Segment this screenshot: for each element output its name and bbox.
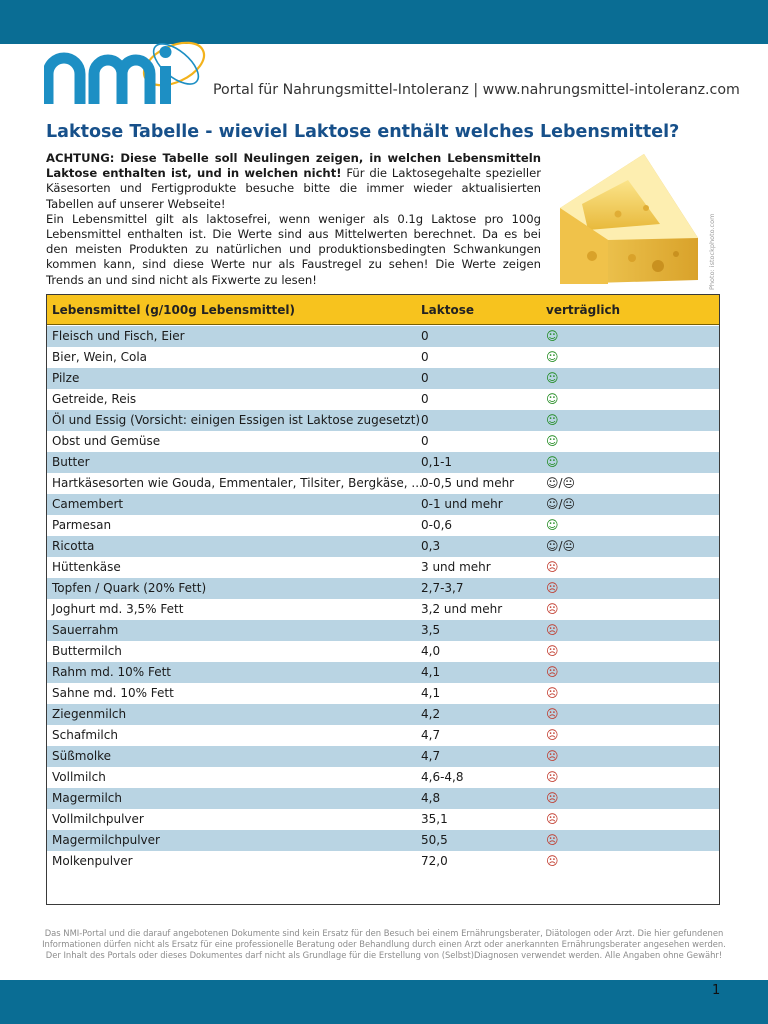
food-cell: Topfen / Quark (20% Fett) [52, 581, 207, 595]
lactose-cell: 4,0 [421, 644, 441, 658]
food-cell: Pilze [52, 371, 80, 385]
food-cell: Getreide, Reis [52, 392, 137, 406]
intro-warning: ACHTUNG: Diese Tabelle soll Neulingen zeigen, in welchen Lebensmitteln Laktose enthalten ist, und in welchen nicht! [46, 151, 541, 181]
sad-face-icon: ☹ [546, 791, 559, 805]
food-cell: Ricotta [52, 539, 95, 553]
lactose-cell: 0 [421, 329, 429, 343]
smile-face-icon: ☺ [546, 455, 559, 469]
table-row [47, 578, 719, 599]
table-row [47, 725, 719, 746]
smile-neutral-icon: ☺/😐 [546, 539, 576, 553]
food-cell: Vollmilchpulver [52, 812, 144, 826]
smile-face-icon: ☺ [546, 371, 559, 385]
sad-face-icon: ☹ [546, 707, 559, 721]
lactose-table [46, 294, 720, 905]
smile-face-icon: ☺ [546, 413, 559, 427]
lactose-cell: 4,1 [421, 665, 441, 679]
lactose-cell: 0,1-1 [421, 455, 453, 469]
table-row [47, 641, 719, 662]
lactose-cell: 0-1 und mehr [421, 497, 503, 511]
lactose-cell: 3,2 und mehr [421, 602, 503, 616]
lactose-cell: 0,3 [421, 539, 441, 553]
table-row [47, 536, 719, 557]
image-credit: Photo: istockphoto.com [708, 213, 716, 290]
lactose-cell: 0 [421, 434, 429, 448]
smile-face-icon: ☺ [546, 392, 559, 406]
smile-neutral-icon: ☺/😐 [546, 476, 576, 490]
food-cell: Camembert [52, 497, 124, 511]
intro-paragraph-2: Ein Lebensmittel gilt als laktosefrei, wenn weniger als 0.1g Laktose pro 100g Lebensmittel enthalten ist. Die Werte sind aus Mittelwerten berechnet. Da es bei den meisten Produkten zu natürlichen und produktionsbedingten Schwankungen kommen kann, sind diese Werte nur als Faustregel zu sehen! Die Werte zeigen Trends an und sind nicht als Fixwerte zu lesen! [46, 211, 541, 287]
table-row [47, 431, 719, 452]
table-row [47, 662, 719, 683]
lactose-cell: 4,1 [421, 686, 441, 700]
food-cell: Butter [52, 455, 90, 469]
table-row [47, 620, 719, 641]
table-row [47, 347, 719, 368]
lactose-cell: 2,7-3,7 [421, 581, 464, 595]
table-row [47, 704, 719, 725]
lactose-cell: 4,7 [421, 749, 441, 763]
sad-face-icon: ☹ [546, 770, 559, 784]
table-row [47, 767, 719, 788]
lactose-cell: 35,1 [421, 812, 448, 826]
food-cell: Molkenpulver [52, 854, 133, 868]
lactose-cell: 0-0,6 [421, 518, 453, 532]
table-header [47, 295, 719, 325]
lactose-cell: 0 [421, 392, 429, 406]
food-cell: Süßmolke [52, 749, 112, 763]
table-row [47, 830, 719, 851]
sad-face-icon: ☹ [546, 560, 559, 574]
smile-neutral-icon: ☺/😐 [546, 497, 576, 511]
table-row [47, 515, 719, 536]
food-cell: Öl und Essig (Vorsicht: einigen Essigen ist Laktose zugesetzt) [52, 413, 421, 427]
table-row [47, 788, 719, 809]
lactose-cell: 4,6-4,8 [421, 770, 464, 784]
table-row [47, 326, 719, 347]
table-row [47, 473, 719, 494]
table-row [47, 746, 719, 767]
table-row [47, 683, 719, 704]
sad-face-icon: ☹ [546, 665, 559, 679]
food-cell: Joghurt md. 3,5% Fett [52, 602, 184, 616]
sad-face-icon: ☹ [546, 602, 559, 616]
food-cell: Parmesan [52, 518, 112, 532]
table-row [47, 452, 719, 473]
sad-face-icon: ☹ [546, 854, 559, 868]
table-row [47, 809, 719, 830]
smile-face-icon: ☺ [546, 434, 559, 448]
lactose-cell: 3 und mehr [421, 560, 491, 574]
disclaimer-footer: Das NMI-Portal und die darauf angebotenen Dokumente sind kein Ersatz für den Besuch bei einem Ernährungsberater, Diätologen oder Arzt. Die hier gefundenen Informationen dürfen nicht als Ersatz für eine professionelle Beratung oder Behandlung durch einen Arzt oder anerkannten Ernährungsberater angesehen werden. Der Inhalt des Portals oder dieses Dokumentes darf nicht als Grundlage für die Erstellung von (Selbst)Diagnosen verwendet werden. Alle Angaben ohne Gewähr! [42, 928, 726, 960]
lactose-cell: 50,5 [421, 833, 448, 847]
table-row [47, 410, 719, 431]
food-cell: Magermilchpulver [52, 833, 160, 847]
header-food: Lebensmittel (g/100g Lebensmittel) [52, 303, 296, 317]
food-cell: Buttermilch [52, 644, 122, 658]
table-row [47, 851, 719, 872]
smile-face-icon: ☺ [546, 518, 559, 532]
lactose-cell: 0 [421, 413, 429, 427]
lactose-cell: 3,5 [421, 623, 441, 637]
sad-face-icon: ☹ [546, 623, 559, 637]
nmi-logo [44, 30, 214, 112]
sad-face-icon: ☹ [546, 728, 559, 742]
food-cell: Sahne md. 10% Fett [52, 686, 174, 700]
lactose-cell: 4,7 [421, 728, 441, 742]
food-cell: Rahm md. 10% Fett [52, 665, 171, 679]
lactose-cell: 4,8 [421, 791, 441, 805]
sad-face-icon: ☹ [546, 812, 559, 826]
cheese-image [548, 146, 700, 292]
lactose-cell: 4,2 [421, 707, 441, 721]
header-lactose: Laktose [421, 303, 474, 317]
table-row [47, 368, 719, 389]
lactose-cell: 72,0 [421, 854, 448, 868]
sad-face-icon: ☹ [546, 581, 559, 595]
food-cell: Hüttenkäse [52, 560, 121, 574]
food-cell: Fleisch und Fisch, Eier [52, 329, 185, 343]
portal-tagline: Portal für Nahrungsmittel-Intoleranz | www.nahrungsmittel-intoleranz.com [213, 82, 740, 98]
sad-face-icon: ☹ [546, 644, 559, 658]
sad-face-icon: ☹ [546, 749, 559, 763]
lactose-cell: 0 [421, 350, 429, 364]
food-cell: Sauerrahm [52, 623, 119, 637]
page-number: 1 [712, 983, 721, 998]
page-title: Laktose Tabelle - wieviel Laktose enthält welches Lebensmittel? [46, 122, 680, 142]
sad-face-icon: ☹ [546, 686, 559, 700]
smile-face-icon: ☺ [546, 350, 559, 364]
bottom-bar [0, 980, 768, 1024]
lactose-cell: 0 [421, 371, 429, 385]
smile-face-icon: ☺ [546, 329, 559, 343]
lactose-cell: 0-0,5 und mehr [421, 476, 515, 490]
food-cell: Obst und Gemüse [52, 434, 161, 448]
table-row [47, 389, 719, 410]
food-cell: Hartkäsesorten wie Gouda, Emmentaler, Tilsiter, Bergkäse, ... [52, 476, 423, 490]
table-row [47, 599, 719, 620]
table-row [47, 557, 719, 578]
food-cell: Schafmilch [52, 728, 118, 742]
header-tolerance: verträglich [546, 303, 621, 317]
sad-face-icon: ☹ [546, 833, 559, 847]
food-cell: Vollmilch [52, 770, 106, 784]
intro-text [46, 151, 541, 288]
food-cell: Ziegenmilch [52, 707, 127, 721]
food-cell: Magermilch [52, 791, 122, 805]
table-row [47, 494, 719, 515]
intro-lead-rest: Für die Laktosegehalte spezieller Käsesorten und Fertigprodukte besuche bitte die immer wieder aktualisierten Tabellen auf unserer Webseite! [46, 166, 541, 211]
food-cell: Bier, Wein, Cola [52, 350, 148, 364]
